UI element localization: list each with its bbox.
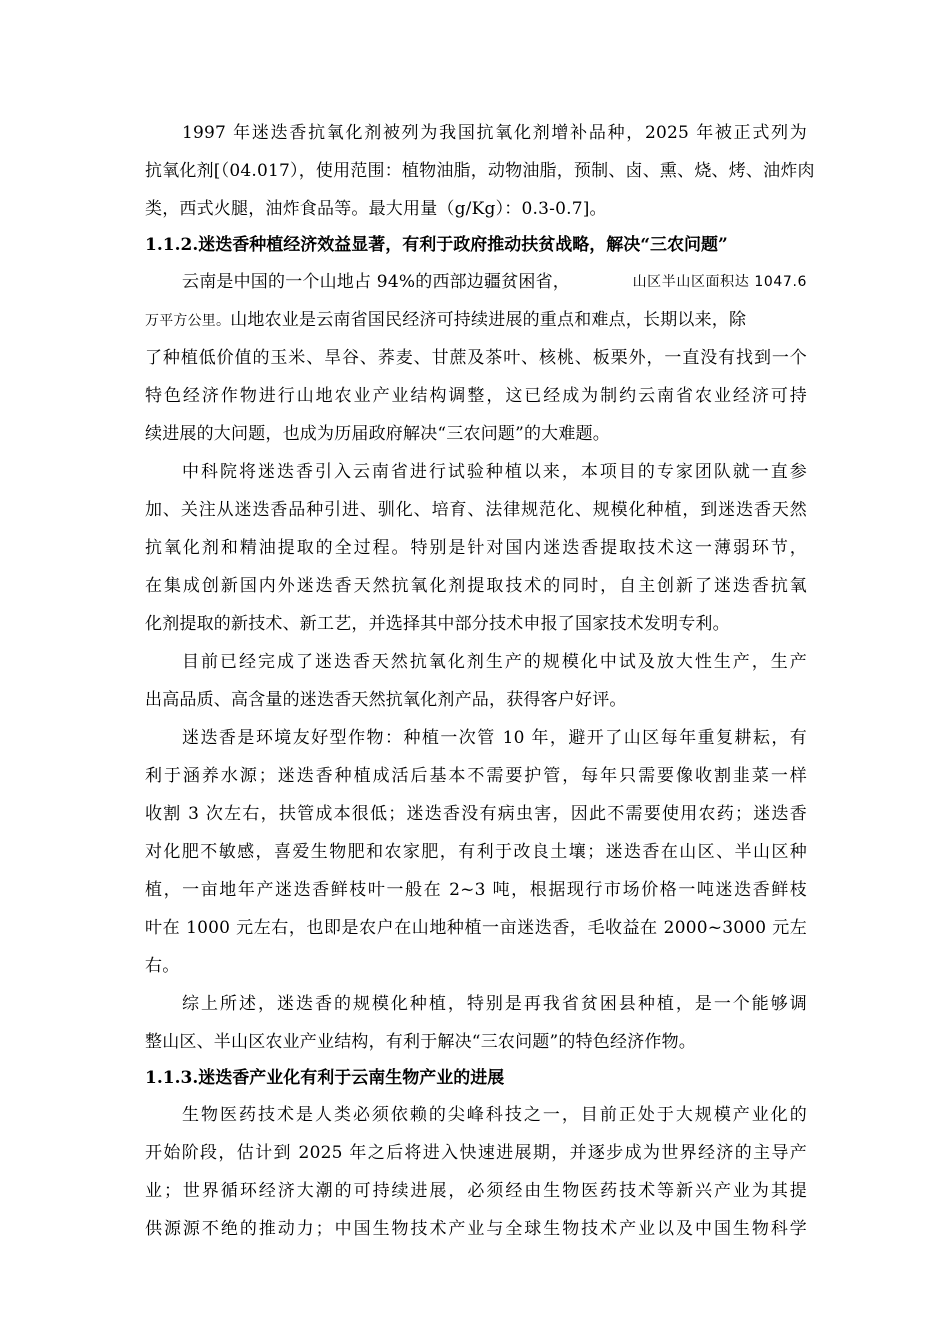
paragraph-line: 续进展的大问题，也成为历届政府解决“三农问题”的大难题。	[145, 424, 610, 444]
paragraph-text: 山地农业是云南省国民经济可持续进展的重点和难点，长期以来，除	[230, 310, 747, 330]
paragraph-line: 右。	[145, 956, 180, 976]
paragraph-line: 特色经济作物进行山地农业产业结构调整，这已经成为制约云南省农业经济可持	[145, 386, 807, 406]
paragraph-line: 1997 年迷迭香抗氧化剂被列为我国抗氧化剂增补品种，2025 年被正式列为	[182, 123, 807, 143]
paragraph-line: 抗氧化剂和精油提取的全过程。特别是针对国内迷迭香提取技术这一薄弱环节，	[145, 538, 807, 558]
section-heading: 1.1.3.迷迭香产业化有利于云南生物产业的进展	[145, 1068, 505, 1088]
paragraph-line: 综上所述，迷迭香的规模化种植，特别是再我省贫困县种植，是一个能够调	[182, 994, 807, 1014]
paragraph-line: 了种植低价值的玉米、旱谷、荞麦、甘蔗及茶叶、核桃、板栗外，一直没有找到一个	[145, 348, 807, 368]
paragraph-line: 化剂提取的新技术、新工艺，并选择其中部分技术申报了国家技术发明专利。	[145, 614, 730, 634]
paragraph-line: 加、关注从迷迭香品种引进、驯化、培育、法律规范化、规模化种植，到迷迭香天然	[145, 500, 807, 520]
paragraph-line: 抗氧化剂[（04.017），使用范围：植物油脂，动物油脂，预制、卤、熏、烧、烤、油炸肉	[145, 161, 815, 181]
paragraph-line: 中科院将迷迭香引入云南省进行试验种植以来，本项目的专家团队就一直参	[182, 462, 807, 482]
paragraph-line: 供源源不绝的推动力；中国生物技术产业与全球生物技术产业以及中国生物科学	[145, 1219, 807, 1239]
paragraph-line: 业；世界循环经济大潮的可持续进展，必须经由生物医药技术等新兴产业为其提	[145, 1181, 807, 1201]
paragraph-line: 对化肥不敏感，喜爱生物肥和农家肥，有利于改良土壤；迷迭香在山区、半山区种	[145, 842, 807, 862]
paragraph-line: 叶在 1000 元左右，也即是农户在山地种植一亩迷迭香，毛收益在 2000~3000 元左	[145, 918, 807, 938]
paragraph-line	[182, 272, 807, 292]
paragraph-text: 山区半山区面积达 1047.6	[632, 274, 807, 290]
paragraph-line: 植，一亩地年产迷迭香鲜枝叶一般在 2~3 吨，根据现行市场价格一吨迷迭香鲜枝	[145, 880, 807, 900]
paragraph-line: 迷迭香是环境友好型作物：种植一次管 10 年，避开了山区每年重复耕耘，有	[182, 728, 807, 748]
paragraph-line: 收割 3 次左右，扶管成本很低；迷迭香没有病虫害，因此不需要使用农药；迷迭香	[145, 804, 807, 824]
paragraph-line: 在集成创新国内外迷迭香天然抗氧化剂提取技术的同时，自主创新了迷迭香抗氧	[145, 576, 807, 596]
paragraph-text: 云南是中国的一个山地占 94%的西部边疆贫困省，	[182, 272, 570, 292]
section-heading: 1.1.2.迷迭香种植经济效益显著，有利于政府推动扶贫战略，解决“三农问题”	[145, 235, 728, 255]
paragraph-line: 出高品质、高含量的迷迭香天然抗氧化剂产品，获得客户好评。	[145, 690, 627, 710]
paragraph-line: 生物医药技术是人类必须依赖的尖峰科技之一，目前正处于大规模产业化的	[182, 1105, 807, 1125]
paragraph-line: 开始阶段，估计到 2025 年之后将进入快速进展期，并逐步成为世界经济的主导产	[145, 1143, 807, 1163]
paragraph-line: 类，西式火腿，油炸食品等。最大用量（g/Kg）：0.3-0.7]。	[145, 199, 607, 219]
paragraph-line: 利于涵养水源；迷迭香种植成活后基本不需要护管，每年只需要像收割韭菜一样	[145, 766, 807, 786]
paragraph-text: 万平方公里。	[145, 313, 231, 329]
paragraph-line: 目前已经完成了迷迭香天然抗氧化剂生产的规模化中试及放大性生产，生产	[182, 652, 807, 672]
paragraph-line: 整山区、半山区农业产业结构，有利于解决“三农问题”的特色经济作物。	[145, 1032, 696, 1052]
paragraph-line	[145, 310, 746, 331]
